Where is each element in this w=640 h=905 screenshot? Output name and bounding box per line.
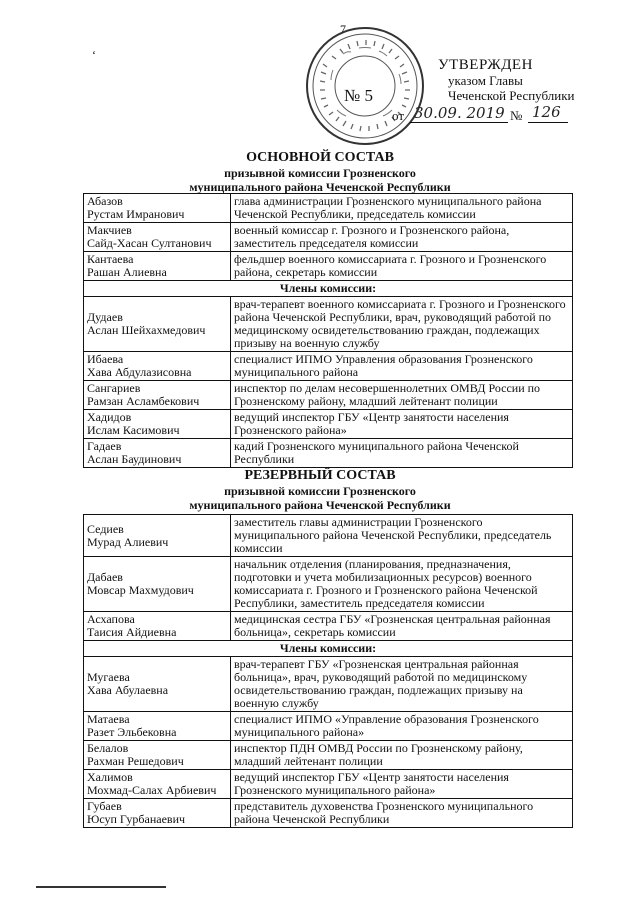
- member-name: [84, 657, 231, 712]
- date-underline: [410, 122, 508, 123]
- main-roster-title: ОСНОВНОЙ СОСТАВ: [246, 150, 394, 165]
- main-roster-subtitle-2: муниципального района Чеченской Республики: [189, 180, 451, 194]
- surname: Белалов: [87, 741, 129, 755]
- member-role: кадий Грозненского муниципального района Чеченской Республики: [231, 439, 573, 468]
- table-row: [84, 741, 573, 770]
- table-row: [84, 515, 573, 557]
- surname: Ибаева: [87, 352, 124, 366]
- member-role: врач-терапевт ГБУ «Грозненская центральная районная больница», врач, руководящий работой по медицинскому освидетельствованию граждан, подлежащих призыву на военную службу: [231, 657, 573, 712]
- surname: Кантаева: [87, 252, 134, 266]
- given-name: Рустам Имранович: [87, 207, 185, 221]
- member-name: [84, 557, 231, 612]
- given-name: Юсуп Гурбанаевич: [87, 812, 186, 826]
- member-name: [84, 770, 231, 799]
- table-row: [84, 657, 573, 712]
- member-name: [84, 439, 231, 468]
- surname: Асхапова: [87, 612, 135, 626]
- table-row: [84, 352, 573, 381]
- approval-title: УТВЕРЖДЕН: [438, 57, 533, 73]
- member-role: медицинская сестра ГБУ «Грозненская центральная районная больница», секретарь комиссии: [231, 612, 573, 641]
- surname: Абазов: [87, 194, 123, 208]
- member-role: инспектор ПДН ОМВД России по Грозненскому району, младший лейтенант полиции: [231, 741, 573, 770]
- reserve-roster-heading: [0, 468, 640, 512]
- member-name: [84, 381, 231, 410]
- surname: Седиев: [87, 521, 124, 536]
- member-role: военный комиссар г. Грозного и Грозненского района, заместитель председателя комиссии: [231, 223, 573, 252]
- given-name: Хава Абулаевна: [87, 683, 169, 697]
- page-number: 7: [340, 22, 346, 36]
- reserve-roster-subtitle-1: призывной комиссии Грозненского: [224, 484, 416, 498]
- surname: Дудаев: [87, 310, 123, 324]
- table-row: [84, 194, 573, 223]
- surname: Макчиев: [87, 223, 132, 237]
- table-row: [84, 252, 573, 281]
- table-row: [84, 410, 573, 439]
- member-name: [84, 297, 231, 352]
- member-name: [84, 712, 231, 741]
- member-role: фельдшер военного комиссариата г. Грозного и Грозненского района, секретарь комиссии: [231, 252, 573, 281]
- approval-line-2: Чеченской Республики: [448, 88, 575, 103]
- given-name: Рашан Алиевна: [87, 265, 167, 279]
- member-role: ведущий инспектор ГБУ «Центр занятости населения Грозненского муниципального района»: [231, 770, 573, 799]
- margin-mark: ‘: [92, 48, 96, 62]
- given-name: Таисия Айдиевна: [87, 625, 177, 639]
- member-role: представитель духовенства Грозненского муниципального района Чеченской Республики: [231, 799, 573, 828]
- member-role: специалист ИПМО «Управление образования Грозненского муниципального района»: [231, 712, 573, 741]
- members-label: Члены комиссии:: [84, 281, 573, 297]
- member-name: [84, 799, 231, 828]
- approval-line-1: указом Главы: [448, 73, 523, 88]
- section-row: [84, 641, 573, 657]
- number-sign: №: [510, 108, 523, 123]
- main-roster-table: [83, 193, 573, 468]
- table-row: [84, 612, 573, 641]
- given-name: Ислам Касимович: [87, 423, 180, 437]
- table-row: [84, 223, 573, 252]
- scan-edge-line: [36, 886, 166, 888]
- reserve-roster-table: [83, 514, 573, 828]
- table-row: [84, 297, 573, 352]
- surname: Халимов: [87, 770, 133, 784]
- member-role: специалист ИПМО Управления образования Грозненского муниципального района: [231, 352, 573, 381]
- given-name: Аслан Баудинович: [87, 452, 182, 466]
- member-role: инспектор по делам несовершеннолетних ОМВД России по Грозненскому району, младший лейтенант полиции: [231, 381, 573, 410]
- surname: Губаев: [87, 799, 122, 813]
- approval-block: [438, 58, 575, 103]
- table-row: [84, 439, 573, 468]
- member-name: [84, 515, 231, 557]
- table-row: [84, 381, 573, 410]
- reserve-roster-title: РЕЗЕРВНЫЙ СОСТАВ: [244, 468, 396, 483]
- member-name: [84, 410, 231, 439]
- member-name: [84, 194, 231, 223]
- given-name: Аслан Шейхахмедович: [87, 323, 206, 337]
- table-row: [84, 557, 573, 612]
- member-name: [84, 223, 231, 252]
- member-name: [84, 252, 231, 281]
- surname: Мугаева: [87, 670, 130, 684]
- section-row: [84, 281, 573, 297]
- number-underline: [528, 122, 568, 123]
- handwritten-date: 30.09. 2019: [414, 104, 505, 122]
- member-role: ведущий инспектор ГБУ «Центр занятости населения Грозненского района»: [231, 410, 573, 439]
- given-name: Мохмад-Салах Арбиевич: [87, 783, 217, 797]
- given-name: Хава Абдулазисовна: [87, 365, 192, 379]
- given-name: Мовсар Махмудович: [87, 583, 194, 597]
- surname: Матаева: [87, 712, 130, 726]
- given-name: Рамзан Асламбекович: [87, 394, 200, 408]
- member-name: [84, 352, 231, 381]
- given-name: Разет Эльбековна: [87, 725, 177, 739]
- member-role: начальник отделения (планирования, предназначения, подготовки и учета мобилизационных ресурсов) военного комиссариата г. Грозного и Грозненского района Чеченской Республики, заместитель председателя комиссии: [231, 557, 573, 612]
- stamp-number: № 5: [344, 86, 373, 105]
- member-name: [84, 612, 231, 641]
- surname: Гадаев: [87, 439, 122, 453]
- surname: Дабаев: [87, 570, 123, 584]
- reserve-roster-subtitle-2: муниципального района Чеченской Республики: [189, 498, 451, 512]
- approval-date-row: [392, 103, 582, 126]
- member-role: врач-терапевт военного комиссариата г. Грозного и Грозненского района Чеченской Республики, врач, руководящий работой по медицинскому освидетельствованию граждан, подлежащих призыву на военную службу: [231, 297, 573, 352]
- given-name: Сайд-Хасан Султанович: [87, 236, 212, 250]
- member-name: [84, 741, 231, 770]
- surname: Хадидов: [87, 410, 132, 424]
- given-name: Мурад Алиевич: [87, 534, 169, 549]
- table-row: [84, 799, 573, 828]
- given-name: Рахман Решедович: [87, 754, 184, 768]
- table-row: [84, 712, 573, 741]
- member-role: заместитель главы администрации Грозненского муниципального района Чеченской Республики, председатель комиссии: [231, 515, 573, 557]
- members-label: Члены комиссии:: [84, 641, 573, 657]
- surname: Сангариев: [87, 381, 141, 395]
- main-roster-subtitle-1: призывной комиссии Грозненского: [224, 166, 416, 180]
- handwritten-number: 126: [532, 103, 561, 121]
- table-row: [84, 770, 573, 799]
- main-roster-heading: [0, 150, 640, 194]
- member-role: глава администрации Грозненского муниципального района Чеченской Республики, председатель комиссии: [231, 194, 573, 223]
- date-prefix: от: [392, 108, 405, 123]
